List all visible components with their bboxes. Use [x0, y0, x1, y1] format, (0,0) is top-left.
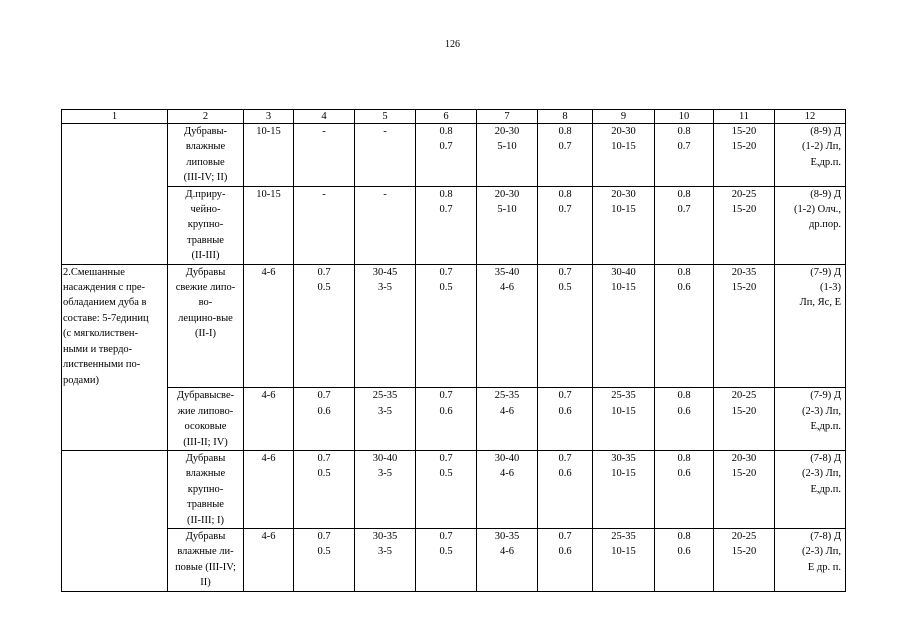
table-cell: Дубравы свежие липо- во- лещино-вые (II-I)	[168, 264, 244, 388]
table-cell: 0.8 0.6	[655, 264, 714, 388]
column-header: 3	[244, 110, 294, 124]
table-cell: 20-30 15-20	[714, 451, 775, 529]
table-cell: 25-35 10-15	[593, 529, 655, 592]
table-cell: 0.7 0.5	[294, 529, 355, 592]
table-cell: 15-20 15-20	[714, 124, 775, 187]
table-cell: 20-30 5-10	[477, 124, 538, 187]
table-cell: 0.8 0.7	[416, 186, 477, 264]
table-cell: 0.8 0.7	[416, 124, 477, 187]
table-cell: 0.8 0.6	[655, 529, 714, 592]
column-header: 6	[416, 110, 477, 124]
table-cell: Дубравысве- жие липово- осоковые (III-II; IV)	[168, 388, 244, 451]
table-cell: -	[355, 186, 416, 264]
table-cell: 4-6	[244, 388, 294, 451]
table-cell: 30-35 3-5	[355, 529, 416, 592]
column-header: 8	[538, 110, 593, 124]
table-cell: 0.7 0.6	[416, 388, 477, 451]
table-cell: 20-30 5-10	[477, 186, 538, 264]
table-cell: 0.7 0.6	[538, 451, 593, 529]
table-row	[62, 529, 846, 592]
table-cell: 20-25 15-20	[714, 529, 775, 592]
header-row	[62, 110, 846, 124]
table-cell: 0.8 0.7	[655, 124, 714, 187]
table-cell: 20-30 10-15	[593, 124, 655, 187]
page-number: 126	[445, 39, 460, 50]
table-cell: 0.7 0.5	[538, 264, 593, 388]
table-cell: 0.8 0.7	[538, 124, 593, 187]
table-cell: 0.7 0.5	[294, 264, 355, 388]
table-cell: 30-40 3-5	[355, 451, 416, 529]
table-cell: 0.7 0.6	[538, 529, 593, 592]
table-cell: 25-35 3-5	[355, 388, 416, 451]
table-cell: 0.7 0.5	[294, 451, 355, 529]
table-cell	[62, 451, 168, 529]
table-cell: 10-15	[244, 124, 294, 187]
table-cell: 25-35 4-6	[477, 388, 538, 451]
table-cell: (7-9) Д (2-3) Лп, Е,др.п.	[775, 388, 846, 451]
table-cell: (7-9) Д (1-3) Лп, Яс, Е	[775, 264, 846, 388]
table-cell: (7-8) Д (2-3) Лп, Е др. п.	[775, 529, 846, 592]
table-cell: 0.7 0.6	[538, 388, 593, 451]
table-cell: 4-6	[244, 264, 294, 388]
column-header: 2	[168, 110, 244, 124]
table-cell: 35-40 4-6	[477, 264, 538, 388]
table-cell: 0.8 0.6	[655, 451, 714, 529]
table-cell: (8-9) Д (1-2) Лп, Е,др.п.	[775, 124, 846, 187]
table-cell: 0.7 0.5	[416, 529, 477, 592]
column-header: 4	[294, 110, 355, 124]
column-header: 1	[62, 110, 168, 124]
table-cell	[62, 388, 168, 451]
column-header: 9	[593, 110, 655, 124]
table-cell: 0.8 0.7	[538, 186, 593, 264]
table-cell: 0.7 0.5	[416, 451, 477, 529]
column-header: 12	[775, 110, 846, 124]
table-cell: 30-35 10-15	[593, 451, 655, 529]
table-row	[62, 264, 846, 388]
table-cell: 30-45 3-5	[355, 264, 416, 388]
table-cell: 0.7 0.5	[416, 264, 477, 388]
table-cell: (7-8) Д (2-3) Лп, Е,др.п.	[775, 451, 846, 529]
table-cell: 30-40 4-6	[477, 451, 538, 529]
table-cell: -	[294, 186, 355, 264]
table-cell: 25-35 10-15	[593, 388, 655, 451]
column-header: 7	[477, 110, 538, 124]
table-row	[62, 388, 846, 451]
table-cell: 20-25 15-20	[714, 388, 775, 451]
table-cell: Дубравы влажные крупно- травные (II-III; I)	[168, 451, 244, 529]
table-cell: 0.8 0.7	[655, 186, 714, 264]
table-row	[62, 186, 846, 264]
table-cell: 0.7 0.6	[294, 388, 355, 451]
table-row	[62, 124, 846, 187]
table-cell: 30-40 10-15	[593, 264, 655, 388]
table-cell: 2.Смешанные насаждения с пре- обладанием дуба в составе: 5-7единиц (с мягколиствен- ными и твердо- лиственными по- родами)	[62, 264, 168, 388]
table-cell: (8-9) Д (1-2) Олч., др.пор.	[775, 186, 846, 264]
table-cell: 0.8 0.6	[655, 388, 714, 451]
table-cell: 30-35 4-6	[477, 529, 538, 592]
table-cell: Дубравы влажные ли- повые (III-IV; II)	[168, 529, 244, 592]
table-cell	[62, 186, 168, 264]
table-cell: 20-25 15-20	[714, 186, 775, 264]
table-cell	[62, 529, 168, 592]
table-row	[62, 451, 846, 529]
table-cell: 20-30 10-15	[593, 186, 655, 264]
table-cell: -	[294, 124, 355, 187]
table-cell: 4-6	[244, 529, 294, 592]
column-header: 11	[714, 110, 775, 124]
table-cell: -	[355, 124, 416, 187]
table-cell: 20-35 15-20	[714, 264, 775, 388]
table-cell: 4-6	[244, 451, 294, 529]
column-header: 5	[355, 110, 416, 124]
forest-stand-table	[61, 109, 846, 592]
table-cell: Д.приру- чейно- крупно- травные (II-III)	[168, 186, 244, 264]
column-header: 10	[655, 110, 714, 124]
table-cell: Дубравы- влажные липовые (III-IV; II)	[168, 124, 244, 187]
table-cell: 10-15	[244, 186, 294, 264]
table-cell	[62, 124, 168, 187]
